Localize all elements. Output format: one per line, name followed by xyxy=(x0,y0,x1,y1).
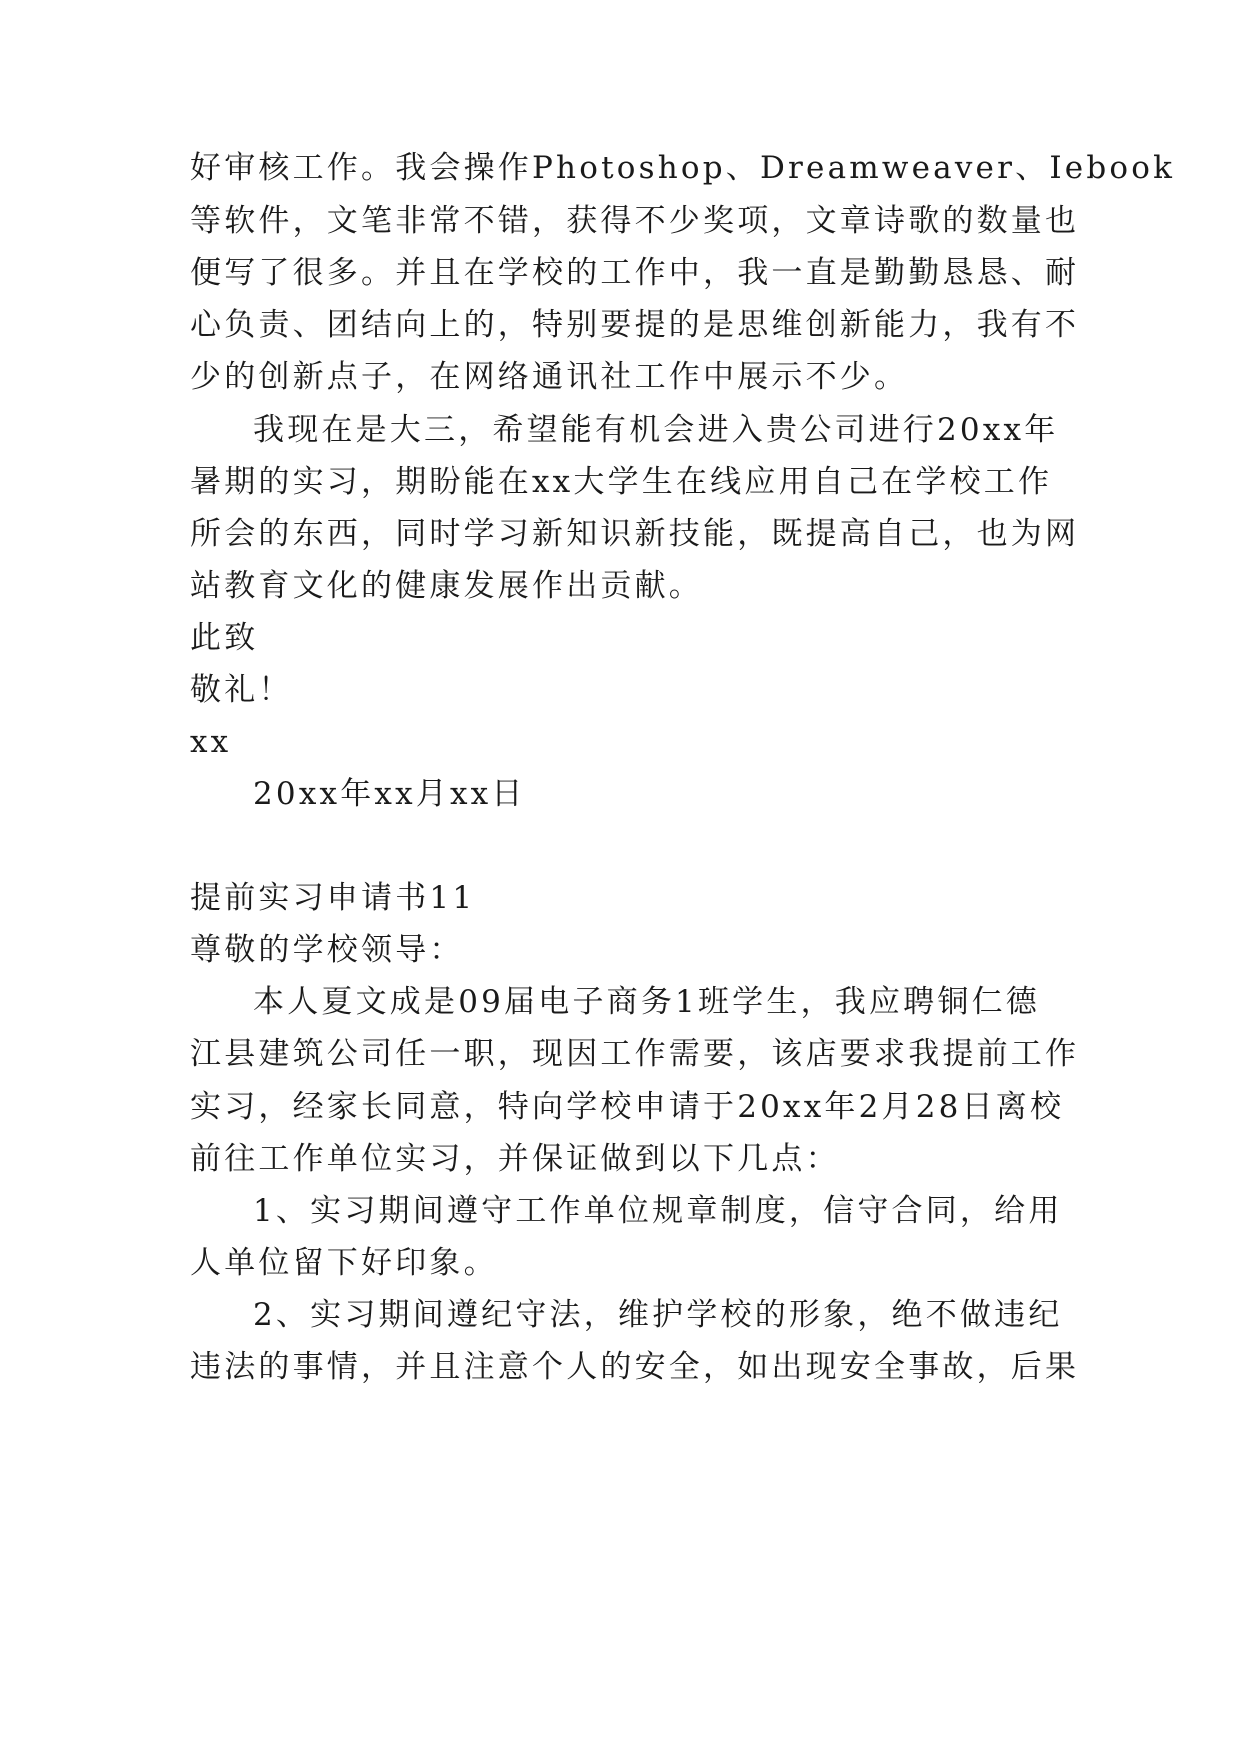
closing-regards: 敬礼！ xyxy=(190,672,293,708)
paragraph-line: 暑期的实习，期盼能在xx大学生在线应用自己在学校工作 xyxy=(190,464,1053,500)
list-item-line: 1、实习期间遵守工作单位规章制度，信守合同，给用 xyxy=(253,1193,1063,1229)
paragraph-line: 少的创新点子，在网络通讯社工作中展示不少。 xyxy=(190,359,909,395)
paragraph-line: 好审核工作。我会操作Photoshop、Dreamweaver、Iebook xyxy=(190,150,1176,186)
list-item-line: 2、实习期间遵纪守法，维护学校的形象，绝不做违纪 xyxy=(253,1297,1063,1333)
paragraph-line: 实习，经家长同意，特向学校申请于20xx年2月28日离校 xyxy=(190,1089,1065,1125)
signature-name: xx xyxy=(190,724,232,760)
paragraph-line: 本人夏文成是09届电子商务1班学生，我应聘铜仁德 xyxy=(253,984,1040,1020)
paragraph-line: 心负责、团结向上的，特别要提的是思维创新能力，我有不 xyxy=(190,307,1080,343)
paragraph-line: 江县建筑公司任一职，现因工作需要，该店要求我提前工作 xyxy=(190,1036,1080,1072)
paragraph-line: 等软件，文笔非常不错，获得不少奖项，文章诗歌的数量也 xyxy=(190,203,1080,239)
list-item-line: 违法的事情，并且注意个人的安全，如出现安全事故，后果 xyxy=(190,1349,1080,1385)
paragraph-line: 站教育文化的健康发展作出贡献。 xyxy=(190,568,703,604)
paragraph-line: 我现在是大三，希望能有机会进入贵公司进行20xx年 xyxy=(253,412,1059,448)
paragraph-line: 前往工作单位实习，并保证做到以下几点： xyxy=(190,1141,840,1177)
section-title: 提前实习申请书11 xyxy=(190,880,476,916)
greeting: 尊敬的学校领导： xyxy=(190,932,464,968)
paragraph-line: 便写了很多。并且在学校的工作中，我一直是勤勤恳恳、耐 xyxy=(190,255,1080,291)
signature-date: 20xx年xx月xx日 xyxy=(253,776,526,812)
list-item-line: 人单位留下好印象。 xyxy=(190,1245,498,1281)
closing-salutation: 此致 xyxy=(190,620,259,656)
paragraph-line: 所会的东西，同时学习新知识新技能，既提高自己，也为网 xyxy=(190,516,1080,552)
